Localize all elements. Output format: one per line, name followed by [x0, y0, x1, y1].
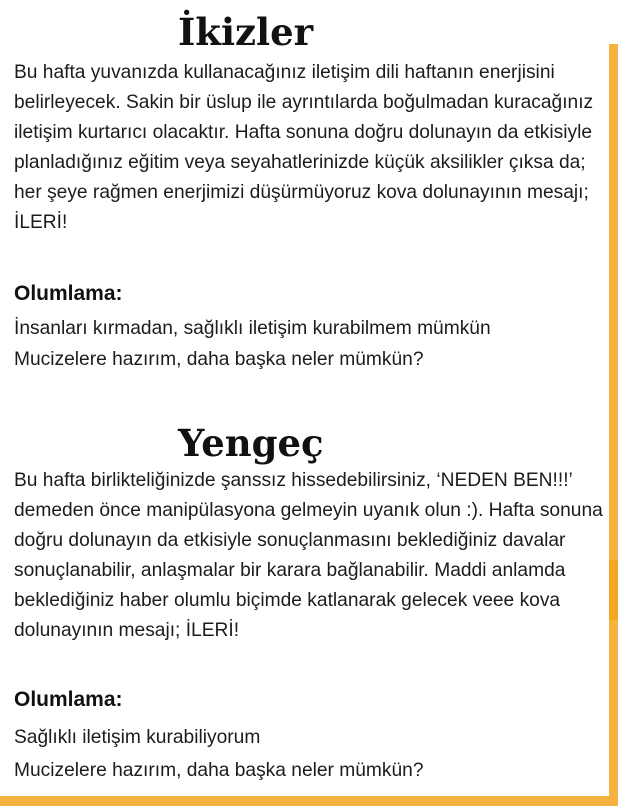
decorative-accent-bar — [609, 560, 618, 620]
affirmation-line: Mucizelere hazırım, daha başka neler mümkün? — [14, 349, 424, 370]
section-body-ikizler: Bu hafta yuvanızda kullanacağınız iletişim dili haftanın enerjisini belirleyecek. Sakin bir üslup ile ayrıntılarda boğulmadan kuracağınız iletişim kurtarıcı olacaktır. Hafta sonuna doğru dolunayın da etkisiyle planladığınız eğitim veya seyahatlerinizde küçük aksilikler çıksa da; her şeye rağmen enerjimizi düşürmüyoruz kova dolunayının mesajı; İLERİ! — [14, 62, 594, 233]
decorative-corner — [528, 0, 618, 44]
section-title-ikizler: İkizler — [178, 10, 314, 54]
affirmation-line: Mucizelere hazırım, daha başka neler mümkün? — [14, 760, 424, 781]
affirmation-heading-ikizler: Olumlama: — [14, 282, 123, 305]
affirmation-line: Sağlıklı iletişim kurabiliyorum — [14, 727, 261, 748]
section-body-yengec: Bu hafta birlikteliğinizde şanssız hissedebilirsiniz, ‘NEDEN BEN!!!’ demeden önce manipülasyona gelmeyin uyanık olun :). Hafta sonuna doğru dolunayın da etkisiyle sonuçlanmasını beklediğiniz davalar sonuçlanabilir, anlaşmalar bir karara bağlanabilir. Maddi anlamda beklediğiniz haber olumlu biçimde katlanarak gelecek veee kova dolunayının mesajı; İLERİ! — [14, 470, 603, 641]
affirmation-heading-yengec: Olumlama: — [14, 688, 123, 711]
decorative-accent-bar — [0, 796, 618, 806]
section-title-yengec: Yengeç — [178, 421, 324, 465]
decorative-accent-bar — [609, 40, 618, 806]
affirmation-line: İnsanları kırmadan, sağlıklı iletişim kurabilmem mümkün — [14, 318, 491, 339]
